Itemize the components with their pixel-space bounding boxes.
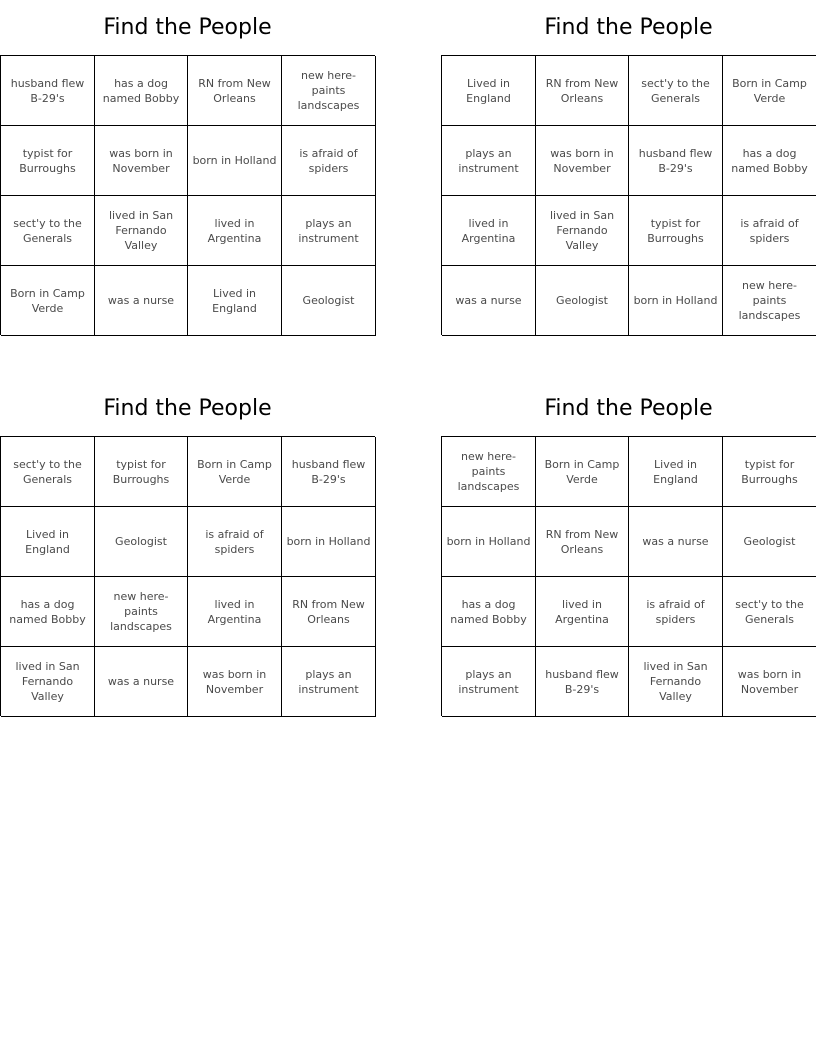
bingo-cell: has a dog named Bobby — [723, 126, 816, 196]
bingo-cell: new here- paints landscapes — [95, 577, 188, 647]
bingo-cell: Born in Camp Verde — [1, 266, 95, 336]
bingo-cell: new here- paints landscapes — [723, 266, 816, 336]
bingo-cell: lived in Argentina — [442, 196, 536, 266]
bingo-cell: Geologist — [95, 507, 188, 577]
bingo-cell: was a nurse — [95, 647, 188, 717]
bingo-cell: sect'y to the Generals — [723, 577, 816, 647]
bingo-grid — [0, 55, 375, 335]
bingo-cell: was a nurse — [442, 266, 536, 336]
bingo-cell: RN from New Orleans — [536, 56, 629, 126]
bingo-cell: is afraid of spiders — [629, 577, 723, 647]
bingo-cell: Geologist — [723, 507, 816, 577]
bingo-cell: has a dog named Bobby — [95, 56, 188, 126]
bingo-cell: husband flew B-29's — [1, 56, 95, 126]
bingo-grid — [441, 55, 816, 335]
bingo-cell: lived in Argentina — [536, 577, 629, 647]
bingo-cell: lived in San Fernando Valley — [629, 647, 723, 717]
bingo-cell: was born in November — [723, 647, 816, 717]
bingo-cell: was born in November — [536, 126, 629, 196]
bingo-cell: typist for Burroughs — [723, 437, 816, 507]
bingo-cell: is afraid of spiders — [282, 126, 376, 196]
bingo-cell: was a nurse — [629, 507, 723, 577]
bingo-cell: typist for Burroughs — [1, 126, 95, 196]
bingo-cell: sect'y to the Generals — [1, 196, 95, 266]
bingo-card-1 — [0, 0, 375, 335]
bingo-card-2 — [441, 0, 816, 335]
bingo-cell: lived in San Fernando Valley — [95, 196, 188, 266]
bingo-grid — [441, 436, 816, 716]
bingo-cell: sect'y to the Generals — [629, 56, 723, 126]
bingo-cell: lived in San Fernando Valley — [536, 196, 629, 266]
bingo-cell: Lived in England — [188, 266, 282, 336]
bingo-cell: Geologist — [536, 266, 629, 336]
bingo-card-4 — [441, 381, 816, 716]
bingo-cell: was born in November — [95, 126, 188, 196]
bingo-cell: born in Holland — [282, 507, 376, 577]
bingo-cell: RN from New Orleans — [282, 577, 376, 647]
bingo-cell: plays an instrument — [282, 647, 376, 717]
bingo-cell: lived in Argentina — [188, 577, 282, 647]
bingo-cell: new here- paints landscapes — [282, 56, 376, 126]
bingo-cell: is afraid of spiders — [188, 507, 282, 577]
bingo-cell: has a dog named Bobby — [442, 577, 536, 647]
bingo-cell: Geologist — [282, 266, 376, 336]
bingo-cell: Lived in England — [629, 437, 723, 507]
bingo-cell: has a dog named Bobby — [1, 577, 95, 647]
bingo-cell: husband flew B-29's — [629, 126, 723, 196]
card-title: Find the People — [544, 396, 713, 421]
bingo-cell: lived in San Fernando Valley — [1, 647, 95, 717]
card-title: Find the People — [544, 15, 713, 40]
bingo-cell: plays an instrument — [282, 196, 376, 266]
bingo-cell: typist for Burroughs — [629, 196, 723, 266]
bingo-cell: sect'y to the Generals — [1, 437, 95, 507]
bingo-cell: Lived in England — [442, 56, 536, 126]
bingo-cell: lived in Argentina — [188, 196, 282, 266]
bingo-cell: born in Holland — [442, 507, 536, 577]
bingo-card-3 — [0, 381, 375, 716]
bingo-cell: was a nurse — [95, 266, 188, 336]
bingo-cell: Lived in England — [1, 507, 95, 577]
bingo-cell: born in Holland — [629, 266, 723, 336]
bingo-cell: husband flew B-29's — [282, 437, 376, 507]
bingo-grid — [0, 436, 375, 716]
bingo-cell: RN from New Orleans — [536, 507, 629, 577]
bingo-cell: RN from New Orleans — [188, 56, 282, 126]
bingo-cell: is afraid of spiders — [723, 196, 816, 266]
bingo-cell: Born in Camp Verde — [536, 437, 629, 507]
bingo-cell: plays an instrument — [442, 126, 536, 196]
bingo-cell: Born in Camp Verde — [723, 56, 816, 126]
bingo-cell: was born in November — [188, 647, 282, 717]
bingo-cell: typist for Burroughs — [95, 437, 188, 507]
bingo-cell: husband flew B-29's — [536, 647, 629, 717]
bingo-cell: Born in Camp Verde — [188, 437, 282, 507]
bingo-cell: plays an instrument — [442, 647, 536, 717]
bingo-cell: new here- paints landscapes — [442, 437, 536, 507]
card-title: Find the People — [103, 15, 272, 40]
card-title: Find the People — [103, 396, 272, 421]
bingo-cell: born in Holland — [188, 126, 282, 196]
